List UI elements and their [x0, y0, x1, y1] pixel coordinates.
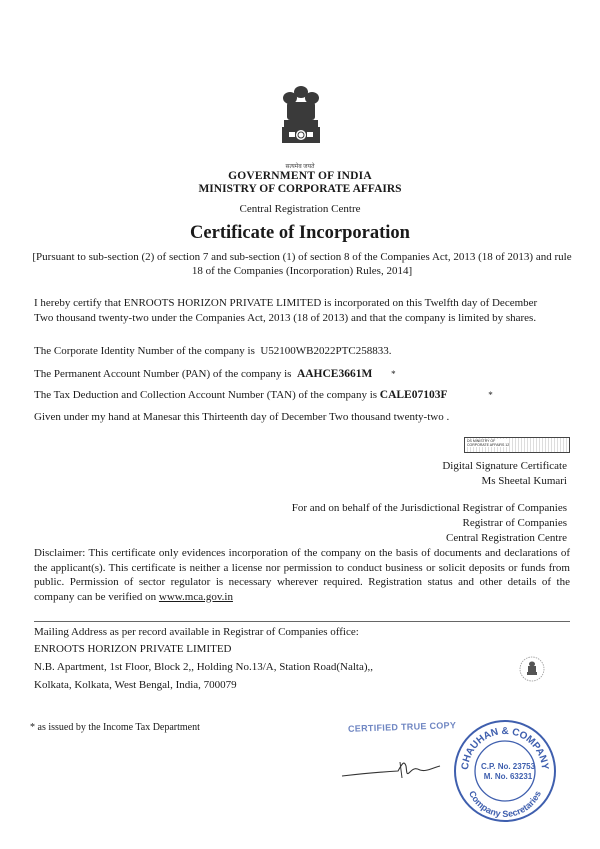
seal-firm-name: CHAUHAN & COMPANY	[459, 725, 551, 771]
seal-cp-number: C.P. No. 23753	[480, 762, 536, 771]
given-under-hand: Given under my hand at Manesar this Thirteenth day of December Two thousand twenty-two .	[34, 411, 450, 423]
seal-role: Company Secretaries	[466, 789, 544, 820]
pan-value: AAHCE3661M	[296, 368, 373, 380]
certificate-title: Certificate of Incorporation	[190, 223, 410, 243]
signature-box-line1: DS MINISTRY OF	[467, 439, 509, 443]
company-secretaries-seal	[452, 718, 558, 824]
footnote: * as issued by the Income Tax Department	[30, 722, 200, 733]
pan-line	[34, 368, 396, 380]
digital-signature-box	[464, 437, 570, 453]
tan-value: CALE07103F	[379, 389, 448, 401]
tan-asterisk: *	[488, 390, 493, 400]
disclaimer	[34, 546, 570, 604]
registrar-label: Registrar of Companies	[462, 517, 567, 529]
national-emblem-icon	[276, 82, 326, 162]
dsc-label: Digital Signature Certificate	[442, 460, 567, 472]
signature-box-text	[467, 439, 509, 447]
small-emblem-icon	[519, 656, 545, 682]
tan-label: The Tax Deduction and Collection Account Number (TAN) of the company is	[34, 389, 378, 401]
registration-centre: Central Registration Centre	[239, 203, 361, 215]
pan-label: The Permanent Account Number (PAN) of the company is	[34, 368, 292, 380]
mailing-heading: Mailing Address as per record available in Registrar of Companies office:	[34, 626, 359, 638]
seal-m-number: M. No. 63231	[483, 772, 533, 781]
certified-true-copy-stamp: CERTIFIED TRUE COPY	[347, 720, 457, 734]
behalf-text: For and on behalf of the Jurisdictional Registrar of Companies	[291, 502, 567, 514]
svg-text:Company Secretaries	[467, 789, 543, 819]
mailing-company: ENROOTS HORIZON PRIVATE LIMITED	[34, 643, 232, 655]
cin-value: U52100WB2022PTC258833.	[260, 345, 392, 357]
mailing-address-line2: Kolkata, Kolkata, West Bengal, India, 700079	[34, 679, 237, 691]
ministry-heading: MINISTRY OF CORPORATE AFFAIRS	[198, 183, 402, 195]
certification-paragraph: I hereby certify that ENROOTS HORIZON PRIVATE LIMITED is incorporated on this Twelfth day of December Two thousand twenty-two under the Companies Act, 2013 (18 of 2013) and that the company is limited by shares.	[34, 297, 538, 324]
pan-asterisk: *	[391, 369, 396, 379]
handwritten-signature	[340, 752, 450, 788]
signature-box-line2: CORPORATE AFFAIRS 12	[467, 443, 510, 447]
signer-name: Ms Sheetal Kumari	[481, 475, 567, 487]
cin-label: The Corporate Identity Number of the company is	[34, 345, 255, 357]
emblem-motto: सत्यमेव जयते	[285, 164, 315, 170]
mailing-address-line1: N.B. Apartment, 1st Floor, Block 2,, Holding No.13/A, Station Road(Nalta),,	[34, 661, 374, 673]
cin-line	[34, 345, 391, 357]
government-heading: GOVERNMENT OF INDIA	[228, 170, 372, 182]
divider	[34, 621, 570, 622]
pursuant-text: [Pursuant to sub-section (2) of section 7 and sub-section (1) of section 8 of the Companies Act, 2013 (18 of 2013) and rule 18 of the Companies (Incorporation) Rules, 2014]	[32, 251, 572, 277]
tan-line	[34, 389, 493, 401]
registrar-centre: Central Registration Centre	[446, 532, 567, 544]
disclaimer-text: Disclaimer: This certificate only evidences incorporation of the company on the basis of documents and declarations of the applicant(s). This certificate is neither a license nor permission to conduct business or solicit deposits or funds from public. Permission of sector regulator is necessary wherever required. Registration status and other details of the company can be verified on	[34, 547, 570, 603]
mca-link[interactable]: www.mca.gov.in	[158, 590, 233, 603]
